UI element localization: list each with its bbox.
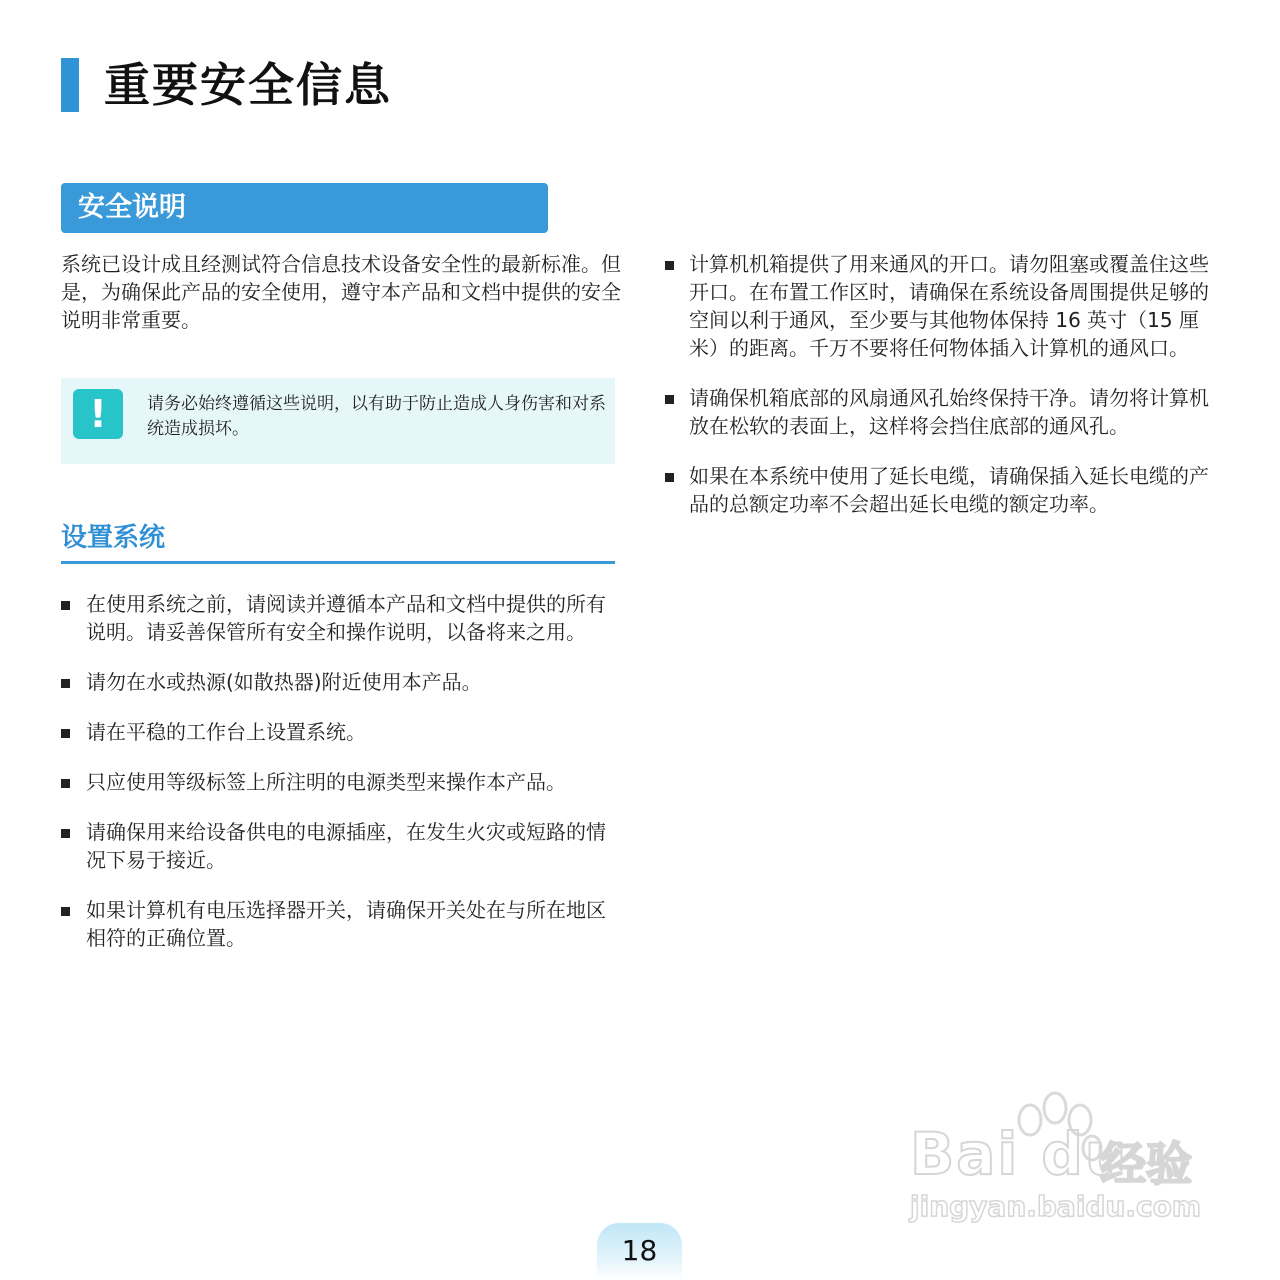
page-number: 18 bbox=[621, 1234, 658, 1267]
square-bullet-icon bbox=[665, 473, 674, 482]
ventilation-bullet-list bbox=[665, 250, 1225, 518]
section-title: 安全说明 bbox=[78, 192, 186, 223]
setup-bullet-list bbox=[61, 590, 616, 952]
intro-paragraph: 系统已设计成且经测试符合信息技术设备安全性的最新标准。但是，为确保此产品的安全使用，遵守本产品和文档中提供的安全说明非常重要。 bbox=[61, 252, 621, 332]
watermark-url: jingyan.baidu.com bbox=[910, 1190, 1202, 1223]
list-item-text: 请在平稳的工作台上设置系统。 bbox=[86, 720, 366, 744]
square-bullet-icon bbox=[61, 779, 70, 788]
list-item-text: 计算机机箱提供了用来通风的开口。请勿阻塞或覆盖住这些开口。在布置工作区时，请确保在系统设备周围提供足够的空间以利于通风，至少要与其他物体保持 16 英寸（15 厘米）的距离。千万不要将任何物体插入计算机的通风口。 bbox=[689, 252, 1209, 360]
square-bullet-icon bbox=[665, 261, 674, 270]
square-bullet-icon bbox=[61, 907, 70, 916]
list-item-text: 请勿在水或热源(如散热器)附近使用本产品。 bbox=[86, 670, 482, 694]
list-item bbox=[61, 818, 616, 874]
watermark-brand-cn: 经验 bbox=[1100, 1137, 1192, 1191]
note-callout bbox=[61, 378, 615, 464]
baidu-watermark bbox=[905, 1090, 1205, 1230]
list-item-text: 如果计算机有电压选择器开关，请确保开关处在与所在地区相符的正确位置。 bbox=[86, 898, 606, 950]
exclamation-icon: ! bbox=[73, 389, 123, 439]
list-item bbox=[61, 668, 616, 696]
page-number-tab bbox=[597, 1223, 682, 1280]
watermark-brand: Bai du bbox=[910, 1120, 1129, 1188]
square-bullet-icon bbox=[61, 729, 70, 738]
section-header-safety bbox=[61, 183, 548, 233]
list-item bbox=[61, 768, 616, 796]
square-bullet-icon bbox=[665, 395, 674, 404]
list-item bbox=[61, 590, 616, 646]
list-item bbox=[61, 896, 616, 952]
square-bullet-icon bbox=[61, 829, 70, 838]
subsection-title: 设置系统 bbox=[61, 523, 166, 553]
note-text: 请务必始终遵循这些说明，以有助于防止造成人身伤害和对系统造成损坏。 bbox=[147, 394, 606, 439]
list-item-text: 请确保用来给设备供电的电源插座，在发生火灾或短路的情况下易于接近。 bbox=[86, 820, 606, 872]
list-item bbox=[61, 718, 616, 746]
page-title: 重要安全信息 bbox=[104, 58, 392, 112]
list-item-text: 如果在本系统中使用了延长电缆，请确保插入延长电缆的产品的总额定功率不会超出延长电缆的额定功率。 bbox=[689, 464, 1209, 516]
list-item-text: 只应使用等级标签上所注明的电源类型来操作本产品。 bbox=[86, 770, 566, 794]
list-item bbox=[665, 250, 1225, 362]
square-bullet-icon bbox=[61, 679, 70, 688]
square-bullet-icon bbox=[61, 601, 70, 610]
list-item-text: 在使用系统之前，请阅读并遵循本产品和文档中提供的所有说明。请妥善保管所有安全和操作说明，以备将来之用。 bbox=[86, 592, 606, 644]
list-item bbox=[665, 384, 1225, 440]
title-accent-bar bbox=[61, 58, 79, 112]
list-item-text: 请确保机箱底部的风扇通风孔始终保持干净。请勿将计算机放在松软的表面上，这样将会挡住底部的通风孔。 bbox=[689, 386, 1209, 438]
subsection-divider bbox=[61, 561, 615, 564]
list-item bbox=[665, 462, 1225, 518]
